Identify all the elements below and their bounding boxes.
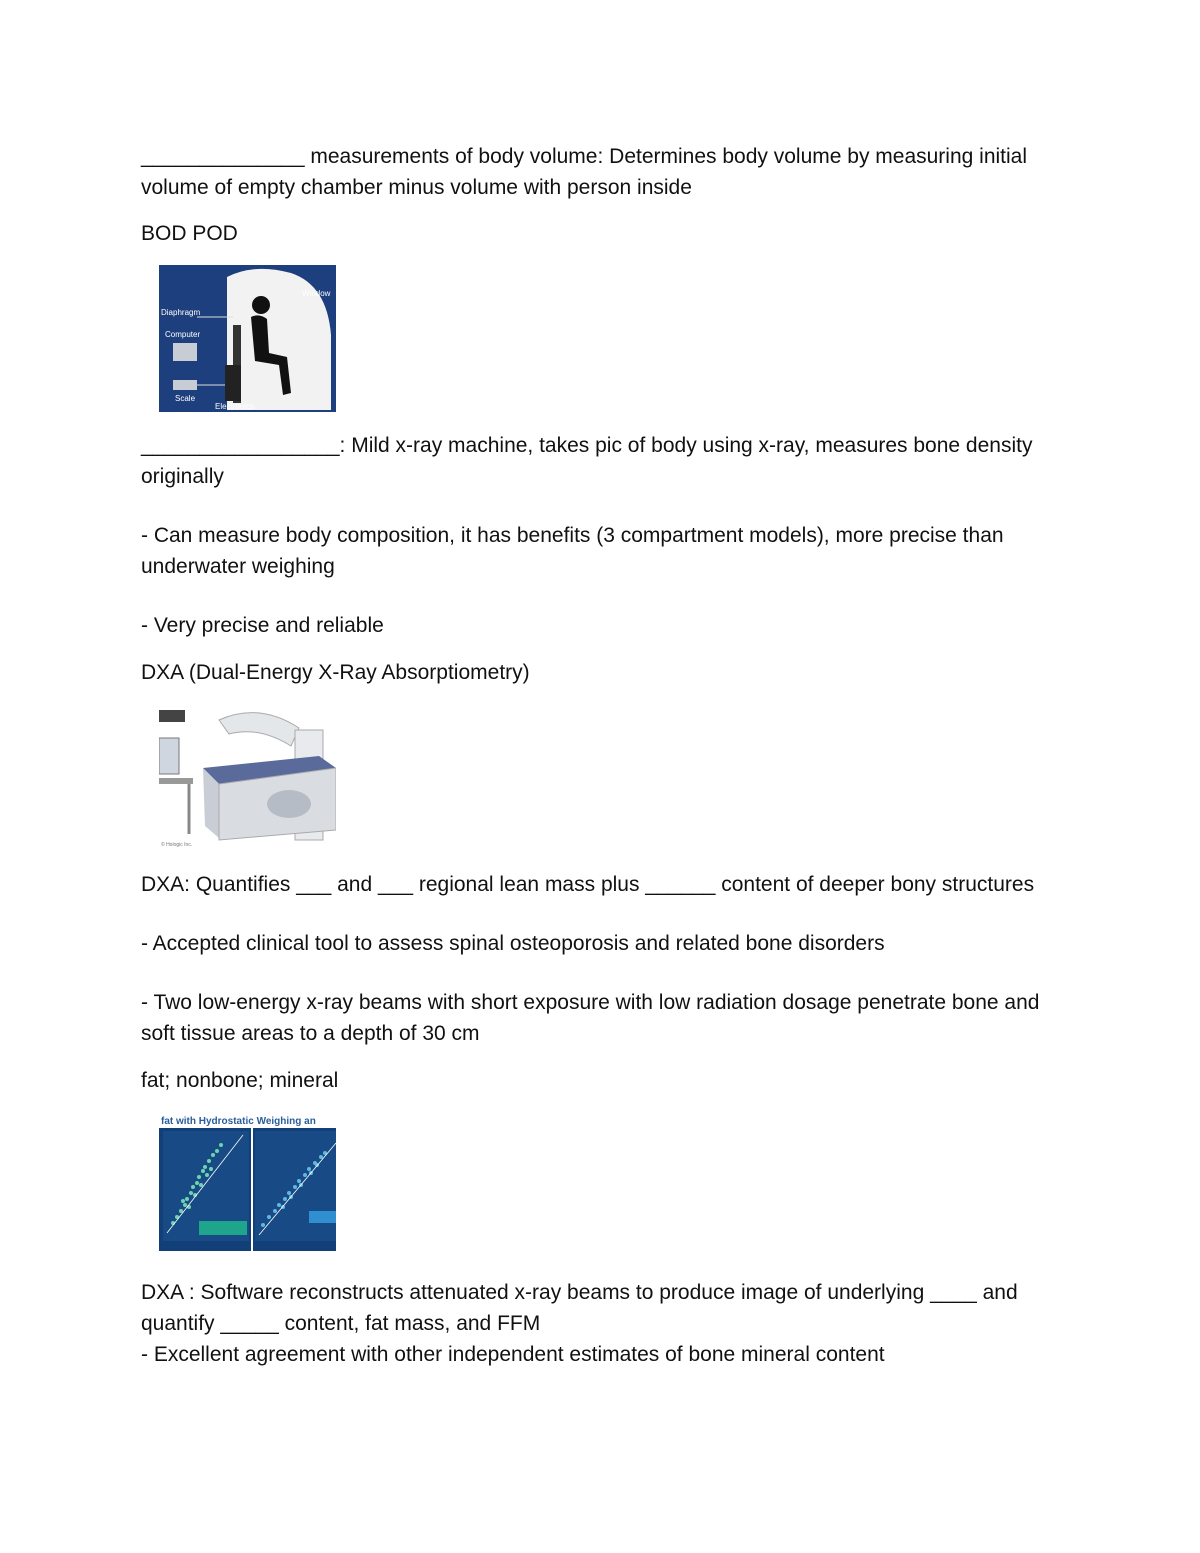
paragraph-dxa-quantifies: DXA: Quantifies ___ and ___ regional lean mass plus ______ content of deeper bony structures [141,873,1035,896]
bullet-precise-reliable: - Very precise and reliable [141,614,384,637]
bullet-body-composition: - Can measure body composition, it has benefits (3 compartment models), more precise than underwater weighing [141,524,1010,578]
bod-pod-diagram-image [159,265,336,412]
paragraph-dxa-definition: _________________: Mild x-ray machine, takes pic of body using x-ray, measures bone density originally [141,434,1039,488]
svg-text:© Hologic Inc.: © Hologic Inc. [161,842,193,848]
heading-bod-pod: BOD POD [141,222,238,245]
paragraph-dxa-software: DXA : Software reconstructs attenuated x-ray beams to produce image of underlying ____ and quantify _____ content, fat mass, and FFM [141,1281,1024,1335]
bullet-excellent-agreement: - Excellent agreement with other independent estimates of bone mineral content [141,1343,885,1366]
label-diaphragm: Diaphragm [161,308,201,317]
paragraph-bod-pod-definition: ______________ measurements of body volume: Determines body volume by measuring initial volume of empty chamber minus volume with person inside [141,145,1033,199]
label-window: Window [302,289,331,298]
answer-fat-nonbone-mineral: fat; nonbone; mineral [141,1069,339,1092]
bullet-clinical-tool: - Accepted clinical tool to assess spinal osteoporosis and related bone disorders [141,932,885,955]
label-scale: Scale [175,394,196,403]
dxa-hydrostatic-scatter-image [159,1113,336,1251]
bullet-xray-beams: - Two low-energy x-ray beams with short exposure with low radiation dosage penetrate bone and soft tissue areas to a depth of 30 cm [141,991,1046,1045]
dxa-machine-image [159,708,336,850]
label-computer: Computer [165,330,201,339]
label-electronics: Electronics [215,402,255,411]
heading-dxa: DXA (Dual-Energy X-Ray Absorptiometry) [141,661,530,684]
scatter-title: fat with Hydrostatic Weighing an [161,1116,316,1127]
